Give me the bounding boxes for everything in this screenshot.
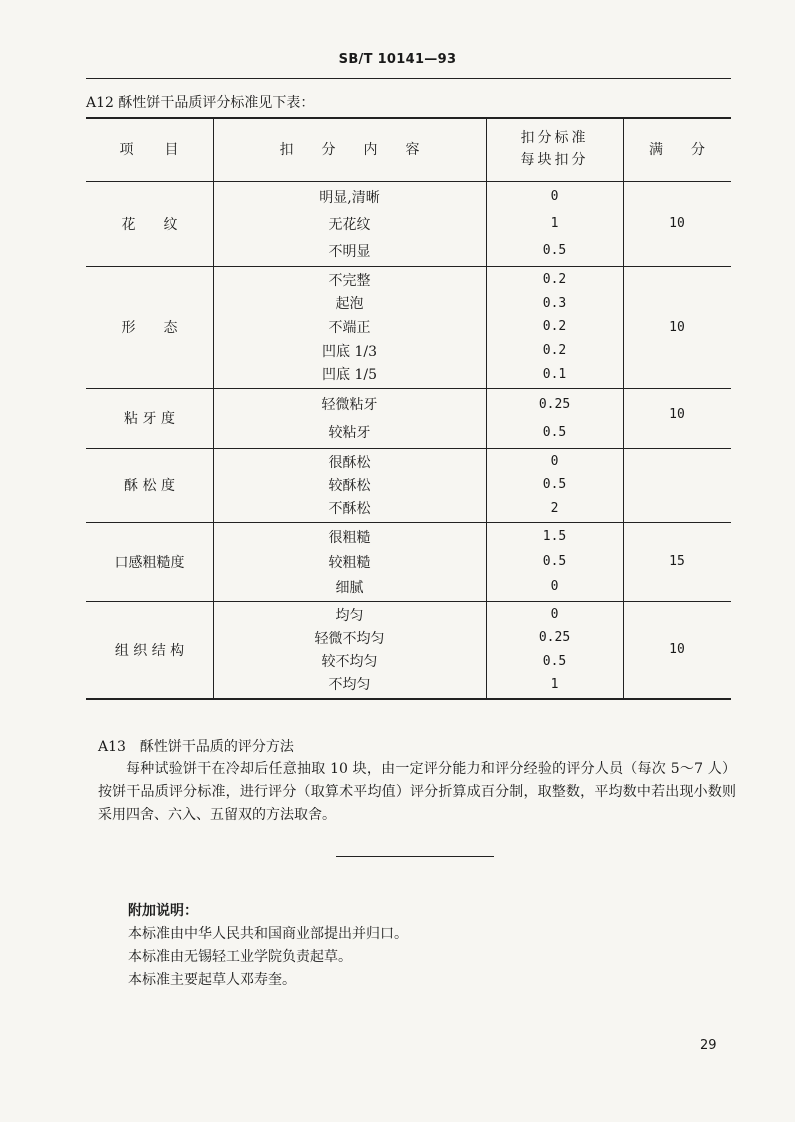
deduction-score: 0.1 (542, 366, 567, 382)
full-score-cell: 10 (669, 216, 685, 231)
item-cell: 形 态 (121, 320, 178, 336)
full-score-cell: 10 (669, 406, 685, 422)
header-standard-line1: 扣分标准 (520, 130, 589, 146)
deduction-score: 0.2 (542, 319, 567, 335)
scoring-table (86, 117, 731, 700)
page-number: 29 (700, 1038, 717, 1053)
content-cell (213, 183, 486, 264)
header-item: 项 目 (119, 142, 180, 158)
full-score-cell: 10 (669, 642, 685, 657)
item-cell: 粘 牙 度 (124, 411, 175, 427)
deduction-item: 细腻 (335, 579, 364, 596)
notes-title: 附加说明： (128, 903, 198, 919)
deduction-score: 1.5 (542, 529, 567, 544)
deduction-score: 2 (550, 500, 559, 516)
deduction-score: 0 (550, 607, 559, 623)
section-a13-body: 每种试验饼干在冷却后任意抽取 10 块，由一定评分能力和评分经验的评分人员（每次 5～7 人）按饼干品质评分标准，进行评分（取算术平均值）评分折算成百分制，取整数，平均数中若出现小数则采用四舍、六入、五留双的方法取舍。 (98, 761, 736, 823)
additional-notes (128, 900, 408, 992)
item-cell: 口感粗糙度 (114, 554, 185, 571)
deduction-score: 0 (550, 454, 559, 470)
note-line: 本标准由中华人民共和国商业部提出并归口。 (128, 926, 408, 942)
score-cell (486, 450, 623, 520)
deduction-item: 不端正 (328, 319, 371, 336)
deduction-score: 0.25 (538, 630, 571, 646)
score-cell (486, 183, 623, 264)
header-content: 扣 分 内 容 (279, 142, 420, 158)
deduction-score: 0 (550, 579, 559, 594)
deduction-score: 0.3 (542, 295, 567, 311)
content-cell (213, 268, 486, 386)
score-cell (486, 390, 623, 446)
standard-code-header: SB/T 10141—93 (338, 52, 457, 67)
table-bottom-rule (86, 698, 731, 700)
deduction-item: 不完整 (328, 272, 371, 289)
deduction-score: 0.25 (538, 396, 571, 412)
content-cell (213, 390, 486, 446)
deduction-item: 凹底 1/3 (322, 343, 377, 360)
item-cell: 酥 松 度 (124, 478, 175, 494)
deduction-item: 很粗糙 (328, 529, 371, 546)
section-a13-title: A13 酥性饼干品质的评分方法 (98, 739, 294, 755)
header-standard-line2: 每块扣分 (520, 152, 589, 168)
deduction-item: 较酥松 (328, 477, 371, 494)
header-standard (486, 117, 623, 181)
deduction-score: 0.5 (542, 477, 567, 493)
deduction-item: 不酥松 (328, 501, 371, 518)
content-cell (213, 603, 486, 696)
deduction-score: 1 (550, 676, 559, 692)
deduction-item: 凹底 1/5 (322, 367, 377, 384)
deduction-item: 较粘牙 (328, 425, 371, 441)
score-cell (486, 524, 623, 599)
deduction-score: 0 (550, 189, 559, 204)
full-score-cell (623, 448, 731, 522)
item-cell: 花 纹 (121, 216, 178, 233)
deduction-score: 0.2 (542, 272, 567, 288)
content-cell (213, 450, 486, 520)
header-rule (86, 78, 731, 79)
content-cell (213, 524, 486, 599)
deduction-item: 起泡 (335, 296, 364, 313)
section-a12-title: A12 酥性饼干品质评分标准见下表： (86, 95, 315, 111)
deduction-item: 较不均匀 (321, 654, 378, 671)
deduction-score: 0.2 (542, 343, 567, 359)
header-full-score: 满 分 (649, 142, 705, 158)
note-line: 本标准由无锡轻工业学院负责起草。 (128, 949, 352, 965)
deduction-item: 无花纹 (328, 216, 371, 233)
deduction-item: 不明显 (328, 243, 371, 260)
deduction-score: 0.5 (542, 554, 567, 569)
deduction-item: 很酥松 (328, 454, 371, 471)
deduction-item: 轻微不均匀 (314, 630, 385, 647)
score-cell (486, 268, 623, 386)
deduction-score: 0.5 (542, 243, 567, 258)
full-score-cell: 15 (669, 554, 685, 569)
score-cell (486, 603, 623, 696)
deduction-score: 0.5 (542, 653, 567, 669)
deduction-item: 不均匀 (328, 677, 371, 694)
deduction-item: 明显,清晰 (319, 189, 380, 206)
deduction-score: 1 (550, 216, 559, 231)
note-line: 本标准主要起草人邓寿奎。 (128, 972, 296, 988)
full-score-cell: 10 (669, 319, 685, 335)
section-separator (336, 856, 494, 857)
deduction-item: 较粗糙 (328, 554, 371, 571)
deduction-item: 轻微粘牙 (321, 397, 378, 413)
item-cell: 组 织 结 构 (114, 642, 185, 659)
deduction-score: 0.5 (542, 424, 567, 440)
deduction-item: 均匀 (335, 607, 364, 624)
